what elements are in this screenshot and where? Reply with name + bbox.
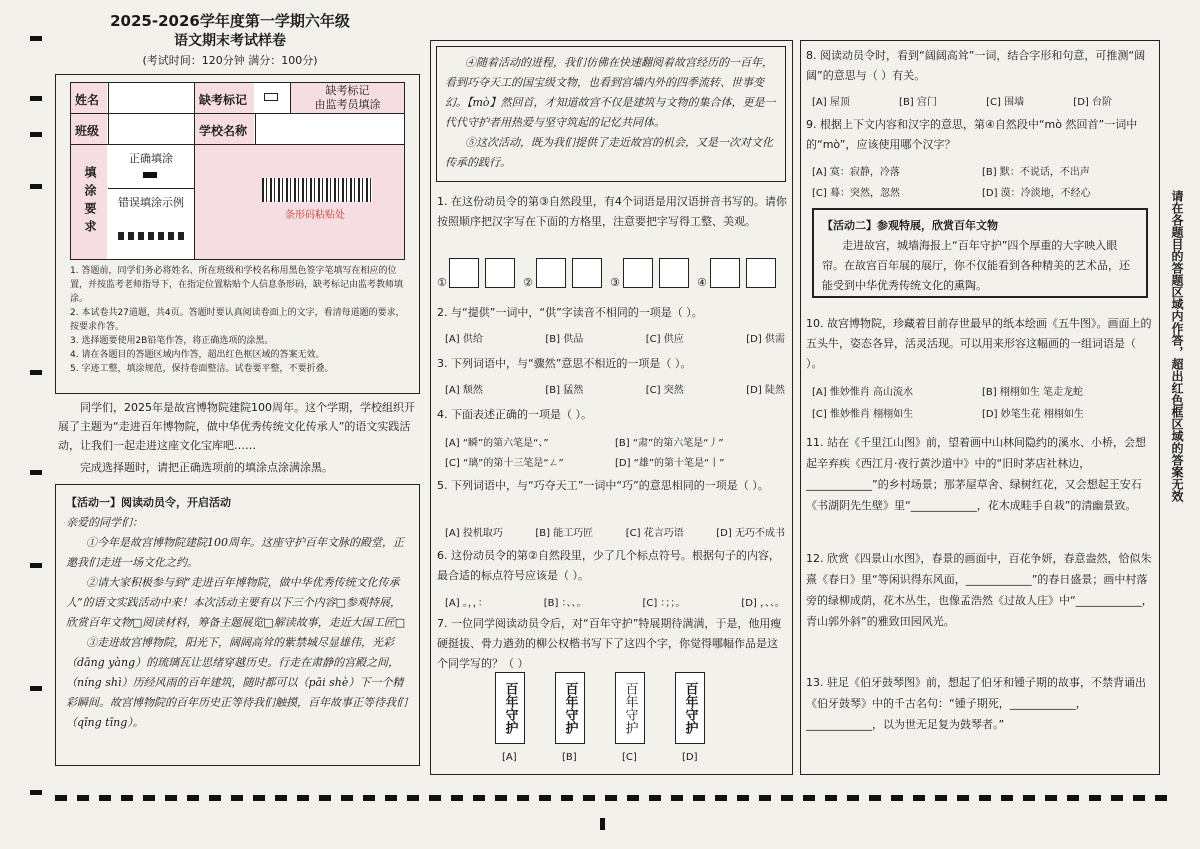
note-item: 5. 字迹工整，填涂规范，保持卷面整洁。试卷要平整，不要折叠。: [70, 364, 334, 374]
intro-text: 同学们，2025年是故宫博物院建院100周年。这个学期，学校组织开展了主题为“走进百年博物院，做中华优秀传统文化传承人”的语文实践活动，让我们一起走进这座文化宝库吧……: [58, 401, 415, 452]
margin-mark: [30, 790, 42, 795]
absent-label: 缺考标记: [194, 83, 254, 113]
activity2-title: 【活动二】参观特展，欣赏百年文物: [822, 219, 998, 232]
question-13: 13. 驻足《伯牙鼓琴图》前，想起了伯牙和锺子期的故事，不禁背诵出《伯牙鼓琴》中的千古名句：“锺子期死，____________，____________，以为世无足复为鼓琴者。”: [806, 676, 1146, 731]
option[interactable]: [A] 供给: [445, 334, 483, 345]
wrong-fill-label: 错误填涂示例: [118, 196, 184, 209]
question-3: 3. 下列词语中，与“骤然”意思不相近的一项是（ ）。: [437, 357, 692, 370]
option[interactable]: [A] “瞬”的第六笔是“、”: [445, 438, 549, 449]
option[interactable]: [A] 屋顶: [812, 97, 850, 108]
absent-note: 缺考标记 由监考员填涂: [290, 83, 404, 113]
motivation-continued-box: [436, 46, 786, 182]
question-5: 5. 下列词语中，与“巧夺天工”一词中“巧”的意思相同的一项是（ ）。: [437, 479, 769, 492]
question-7: 7. 一位同学阅读动员令后，对“百年守护”特展期待满满，于是，他用瘦硬挺拔、骨力遒劲的柳公权楷书写下了这四个字，你觉得哪幅作品是这个同学写的？（ ）: [437, 617, 782, 670]
exam-title-line1: 2025-2026学年度第一学期六年级: [110, 12, 350, 30]
bottom-dash-border: [55, 795, 1175, 801]
q6-options: [445, 594, 785, 609]
option[interactable]: [C] “璃”的第十三笔是“ㄥ”: [445, 458, 564, 469]
option[interactable]: [B] 栩栩如生 笔走龙蛇: [982, 387, 1084, 398]
school-field[interactable]: [255, 114, 404, 144]
exam-title-line2: 语文期末考试样卷: [174, 33, 286, 49]
q10-options: [812, 382, 1152, 426]
option[interactable]: [D] 漠：冷淡地，不经心: [982, 188, 1091, 199]
question-12: 12. 欣赏《四景山水图》，春景的画面中，百花争妍，春意盎然，恰似朱熹《春日》里“等闲识得东风面，____________”的春日盛景；画中村落旁的绿柳成荫，花木丛生，也像孟浩然《过故人庄》中“____________，青山郭外斜”的雅致田园风光。: [806, 552, 1153, 628]
name-label: 姓名: [71, 83, 107, 113]
question-6: 6. 这份动员令的第②自然段里，少了几个标点符号。根据句子的内容，最合适的标点符号应该是（ ）。: [437, 549, 780, 582]
correct-fill-label: 正确填涂: [129, 152, 173, 165]
question-8: 8. 阅读动员令时，看到“阔阔高耸”一词，结合字形和句意，可推测“阔阔”的意思与（ ）有关。: [806, 49, 1146, 82]
char-box[interactable]: [572, 258, 602, 288]
option[interactable]: [B] “肃”的第六笔是“丿”: [615, 438, 724, 449]
q9-options: [812, 162, 1152, 204]
notes-section: [70, 264, 405, 376]
question-1: 1. 在这份动员令的第③自然段里，有4个词语是用汉语拼音书写的。请你按照顺序把汉字写在下面的方格里，注意要把字写得工整、美观。: [437, 195, 787, 228]
option[interactable]: [B] ：、、。: [543, 598, 587, 609]
option[interactable]: [D] 妙笔生花 栩栩如生: [982, 409, 1084, 420]
calligraphy-option-b[interactable]: 百年守护: [555, 672, 585, 744]
name-field[interactable]: [108, 83, 194, 113]
option[interactable]: [C] 供应: [645, 334, 684, 345]
question-11: 11. 站在《千里江山图》前，望着画中山林间隐约的溪水、小桥，会想起辛弃疾《西江月·夜行黄沙道中》中的“旧时茅店社林边，____________”的乡村场景；那茅屋草舍、绿树红花，又会想起王安石《书湖阴先生壁》里“____________，花木成畦手自栽”的清幽景致。: [806, 436, 1146, 512]
margin-mark: [30, 686, 42, 691]
option[interactable]: [B] 猛然: [545, 385, 584, 396]
option[interactable]: [D] “雄”的第十笔是“丨”: [615, 458, 725, 469]
correct-fill-sample: [143, 172, 157, 178]
question-10: 10. 故宫博物院，珍藏着目前存世最早的纸本绘画《五牛图》。画面上的五头牛，姿态各异，活灵活现。可以用来形容这幅画的一组词语是（ ）。: [806, 317, 1152, 370]
barcode-label: 条形码粘贴处: [285, 210, 345, 221]
option[interactable]: [C] 惟妙惟肖 栩栩如生: [812, 409, 914, 420]
absent-bubble[interactable]: [264, 93, 278, 101]
q7-label: [B]: [562, 752, 577, 763]
option[interactable]: [A] 寞：寂静，冷落: [812, 167, 900, 178]
class-field[interactable]: [108, 114, 194, 144]
option[interactable]: [B] 供品: [545, 334, 584, 345]
q7-label: [A]: [502, 752, 517, 763]
option[interactable]: [A] 惟妙惟肖 高山流水: [812, 387, 914, 398]
option[interactable]: [D] 供需: [746, 334, 785, 345]
q3-options: [445, 381, 785, 396]
barcode-sample: [262, 178, 372, 202]
char-box[interactable]: [746, 258, 776, 288]
q1-mark: ②: [523, 276, 533, 289]
calligraphy-option-c[interactable]: 百年守护: [615, 672, 645, 744]
intro-instruction: 完成选择题时，请把正确选项前的填涂点涂满涂黑。: [80, 461, 333, 474]
mid-p4: ④随着活动的进程，我们仿佛在快速翻阅着故宫经历的一百年，看到巧夺天工的国宝级文物，也看到宫墙内外的四季流转、世事变幻。【mò】然回首，才知道故宫不仅是建筑与文物的集合体，更是一代代守护者用热爱与坚守筑起的记忆共同体。: [445, 56, 776, 129]
option[interactable]: [C] ：；；。: [642, 598, 686, 609]
q1-mark: ④: [697, 276, 707, 289]
option[interactable]: [A] 。，，：: [445, 598, 488, 609]
wrong-fill-sample: [118, 232, 188, 240]
intro-paragraph: [58, 398, 420, 455]
char-box[interactable]: [710, 258, 740, 288]
bottom-mark: [600, 818, 605, 830]
option[interactable]: [C] 花言巧语: [625, 528, 684, 539]
option[interactable]: [B] 能工巧匠: [535, 528, 594, 539]
q7-label: [D]: [682, 752, 698, 763]
activity1-greeting: 亲爱的同学们：: [66, 516, 143, 529]
note-item: 3. 选择题要使用2B铅笔作答，将正确选项的涂黑。: [70, 336, 274, 346]
calligraphy-option-a[interactable]: 百年守护: [495, 672, 525, 744]
activity1-box: [55, 484, 420, 766]
char-box[interactable]: [659, 258, 689, 288]
option[interactable]: [C] 突然: [645, 385, 684, 396]
char-box[interactable]: [449, 258, 479, 288]
char-box[interactable]: [536, 258, 566, 288]
option[interactable]: [A] 颓然: [445, 385, 483, 396]
calligraphy-option-d[interactable]: 百年守护: [675, 672, 705, 744]
q4-options: [445, 434, 785, 474]
char-box[interactable]: [485, 258, 515, 288]
activity1-p1: ①今年是故宫博物院建院100周年。这座守护百年文脉的殿堂，正邀我们走进一场文化之约。: [66, 536, 404, 569]
option[interactable]: [C] 蓦：突然，忽然: [812, 188, 900, 199]
question-9: 9. 根据上下文内容和汉字的意思，第④自然段中“mò 然回首”一词中的“mò”，应该使用哪个汉字？: [806, 118, 1138, 151]
activity1-title: 【活动一】阅读动员令，开启活动: [66, 496, 231, 509]
activity1-p2: ②请大家积极参与到“走进百年博物院，做中华优秀传统文化传承人”的语文实践活动中来！本次活动主要有以下三个内容□参观特展，欣赏百年文物□阅读材料，筹备主题展览□解读故事，走近大国工匠□: [66, 576, 406, 629]
q5-options: [445, 524, 785, 539]
option[interactable]: [D] 台阶: [1073, 97, 1112, 108]
q7-label: [C]: [622, 752, 637, 763]
q1-answer-grid: [437, 258, 787, 294]
activity1-p3: ③走进故宫博物院，阳光下，阔阔高耸的紫禁城尽显雄伟，光彩（dāng yàng）的琉璃瓦让思绪穿越历史。行走在肃静的宫殿之间，（níng shì）历经风雨的百年建筑，随时都可以（pāi shè）下一个精彩瞬间。故宫博物院的百年历史正等待我们触摸，百年故事正等待我们（qīng tīng）。: [66, 636, 407, 729]
option[interactable]: [A] 投机取巧: [445, 528, 503, 539]
note-item: 4. 请在各题目的答题区域内作答，超出红色框区域的答案无效。: [70, 350, 325, 360]
activity2-text: 走进故宫，城墙海报上“百年守护”四个厚重的大字映入眼帘。在故宫百年展的展厅，你不仅能看到各种精美的艺术品，还能受到中华优秀传统文化的熏陶。: [822, 239, 1130, 292]
q2-options: [445, 330, 785, 345]
option[interactable]: [D] 无巧不成书: [716, 528, 785, 539]
margin-mark: [30, 184, 42, 189]
margin-mark: [30, 370, 42, 375]
question-4: 4. 下面表述正确的一项是（ ）。: [437, 408, 592, 421]
barcode-area: [195, 145, 404, 259]
option[interactable]: [B] 默：不说话，不出声: [982, 167, 1090, 178]
fill-requirement-label: 填涂要求: [71, 145, 107, 259]
char-box[interactable]: [623, 258, 653, 288]
school-label: 学校名称: [194, 114, 254, 144]
question-2: 2. 与“提供”一词中，“供”字读音不相同的一项是（ ）。: [437, 306, 703, 319]
margin-mark: [30, 96, 42, 101]
option[interactable]: [C] 围墙: [986, 97, 1025, 108]
activity2-box: [812, 208, 1148, 298]
answer-area-warning: 请在各题目的答题区域内作答，超出红色框区域的答案无效: [1170, 190, 1184, 502]
q8-options: [812, 93, 1112, 108]
mid-p5: ⑤这次活动，既为我们提供了走近故宫的机会，又是一次对文化传承的践行。: [445, 136, 773, 169]
cell-divider: [108, 188, 194, 189]
note-item: 2. 本试卷共27道题，共4页。答题时要认真阅读卷面上的文字，看清每道题的要求，按要求作答。: [70, 308, 405, 332]
option[interactable]: [B] 宫门: [899, 97, 937, 108]
option[interactable]: [D] ，、、。: [741, 598, 785, 609]
margin-mark: [30, 563, 42, 568]
margin-mark: [30, 132, 42, 137]
q1-mark: ③: [610, 276, 620, 289]
q1-mark: ①: [437, 276, 447, 289]
margin-mark: [30, 470, 42, 475]
note-item: 1. 答题前，同学们务必将姓名、所在班级和学校名称用黑色签字笔填写在相应的位置，并按监考老师指导下，在指定位置粘贴个人信息条形码，缺考标记由监考教师填涂。: [70, 266, 404, 304]
class-label: 班级: [71, 114, 107, 144]
option[interactable]: [D] 陡然: [746, 385, 785, 396]
exam-info: (考试时间：120分钟 满分：100分): [142, 54, 318, 67]
